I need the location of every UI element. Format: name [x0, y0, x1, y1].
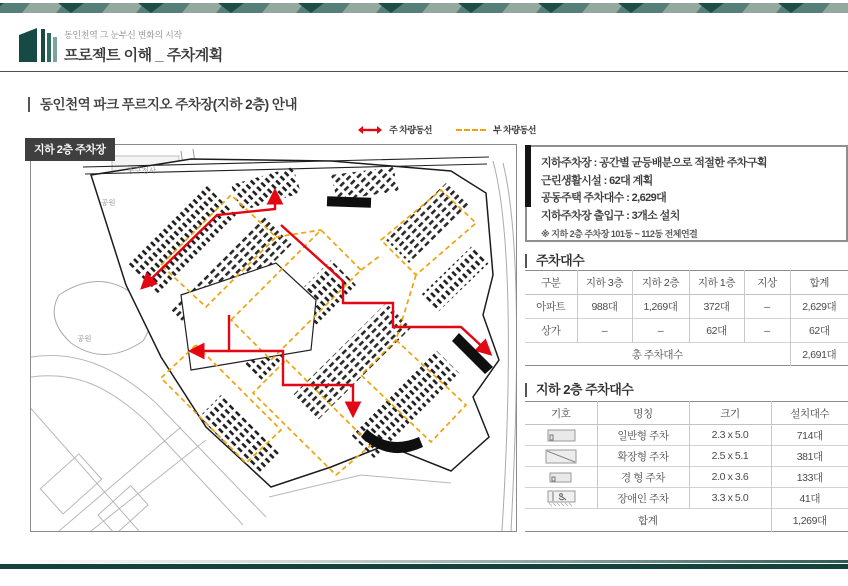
cell: – — [744, 295, 790, 319]
yellow-dashed-line-icon — [456, 129, 486, 131]
legend-sub-route-label: 부 차량동선 — [492, 125, 536, 135]
cell: 경 형 주차 — [597, 467, 689, 488]
parking-count-table — [525, 270, 848, 366]
disabled-stall-icon — [544, 490, 578, 507]
map-label: 공원 — [101, 198, 116, 207]
symbol-cell — [525, 488, 597, 509]
summary-info-box — [525, 145, 848, 242]
parking-count-table-title: 주차대수 — [525, 254, 584, 268]
legend-main-route-label: 주 차량동선 — [389, 125, 432, 135]
column-header: 지하 1층 — [689, 271, 744, 295]
symbol-cell — [525, 425, 597, 446]
cell: 1,269대 — [632, 295, 689, 319]
header-divider — [0, 71, 848, 72]
table-row — [525, 295, 848, 319]
standard-stall-icon — [544, 428, 578, 443]
info-box-accent-bar — [525, 145, 531, 207]
info-line: 지하주차장 출입구 : 3개소 설치 — [541, 209, 680, 222]
extended-stall-icon — [544, 449, 578, 464]
table-row — [525, 467, 848, 488]
table-row — [525, 446, 848, 467]
b2-table-title: 지하 2층 주차대수 — [525, 383, 633, 397]
cell: 41대 — [771, 488, 848, 509]
info-note: ※ 지하 2층 주차장 101동 ~ 112동 전체연결 — [541, 229, 698, 239]
column-header: 지하 2층 — [632, 271, 689, 295]
table-header-row — [525, 402, 848, 425]
total-label: 합계 — [638, 514, 658, 527]
total-value: 1,269대 — [771, 509, 848, 532]
cell: 장애인 주차 — [597, 488, 689, 509]
map-floor-badge: 지하 2층 주차장 — [25, 138, 115, 161]
cell: 아파트 — [536, 301, 566, 313]
chevron-pattern-icon — [0, 3, 848, 13]
column-header: 지상 — [744, 271, 790, 295]
header-text-block — [64, 28, 223, 65]
table-total-row — [525, 509, 848, 532]
table-total-row — [525, 343, 848, 366]
table-row — [525, 425, 848, 446]
right-road — [493, 161, 516, 531]
column-header: 지하 3층 — [577, 271, 632, 295]
cell: – — [577, 319, 632, 343]
cell: 상가 — [541, 325, 561, 337]
top-chevron-band — [0, 0, 848, 10]
compact-stall-icon — [544, 470, 578, 484]
company-logo — [18, 26, 60, 69]
cell: 확장형 주차 — [597, 446, 689, 467]
cell: 714대 — [771, 425, 848, 446]
brand-tagline: 동인천역 그 눈부신 변화의 시작 — [64, 30, 182, 40]
map-label: 중구청사 — [127, 166, 156, 175]
info-line: 공동주택 주차대수 : 2,629대 — [541, 192, 667, 204]
site-plan-map — [31, 145, 516, 531]
cell: – — [632, 319, 689, 343]
cell: 381대 — [771, 446, 848, 467]
total-value: 2,691대 — [790, 343, 848, 366]
section-title: 동인천역 파크 푸르지오 주차장(지하 2층) 안내 — [28, 97, 297, 112]
cell: 2.3 x 5.0 — [689, 425, 771, 446]
footer-teal-bar — [0, 564, 848, 569]
column-header: 기호 — [551, 407, 571, 420]
info-line: 지하주차장 : 공간별 균등배분으로 적절한 주차구획 — [541, 157, 767, 169]
column-header: 구분 — [541, 277, 561, 289]
b2-parking-table — [525, 401, 848, 532]
cell: 2.5 x 5.1 — [689, 446, 771, 467]
footer-gradient-line — [0, 560, 848, 563]
symbol-cell — [525, 446, 597, 467]
column-header: 합계 — [790, 271, 848, 295]
map-label: 공원 — [77, 334, 92, 343]
cell: 3.3 x 5.0 — [689, 488, 771, 509]
cell: 133대 — [771, 467, 848, 488]
cell: 2.0 x 3.6 — [689, 467, 771, 488]
cell: 일반형 주차 — [597, 425, 689, 446]
table-row — [525, 488, 848, 509]
building-logo-icon — [18, 26, 60, 64]
cell: 2,629대 — [790, 295, 848, 319]
column-header: 설치대수 — [771, 402, 848, 425]
info-line: 근린생활시설 : 62대 계획 — [541, 174, 653, 187]
cell: 62대 — [689, 319, 744, 343]
red-double-arrow-icon — [358, 125, 382, 135]
total-label: 총 주차대수 — [631, 348, 683, 361]
symbol-cell — [525, 467, 597, 488]
cell: 988대 — [577, 295, 632, 319]
map-legend — [358, 123, 536, 136]
column-header: 명칭 — [597, 402, 689, 425]
page-title: 프로젝트 이해 _ 주차계획 — [64, 47, 223, 64]
parking-map — [30, 144, 517, 532]
column-header: 크기 — [689, 402, 771, 425]
table-row — [525, 319, 848, 343]
cell: – — [744, 319, 790, 343]
cell: 62대 — [790, 319, 848, 343]
cell: 372대 — [689, 295, 744, 319]
table-header-row — [525, 271, 848, 295]
